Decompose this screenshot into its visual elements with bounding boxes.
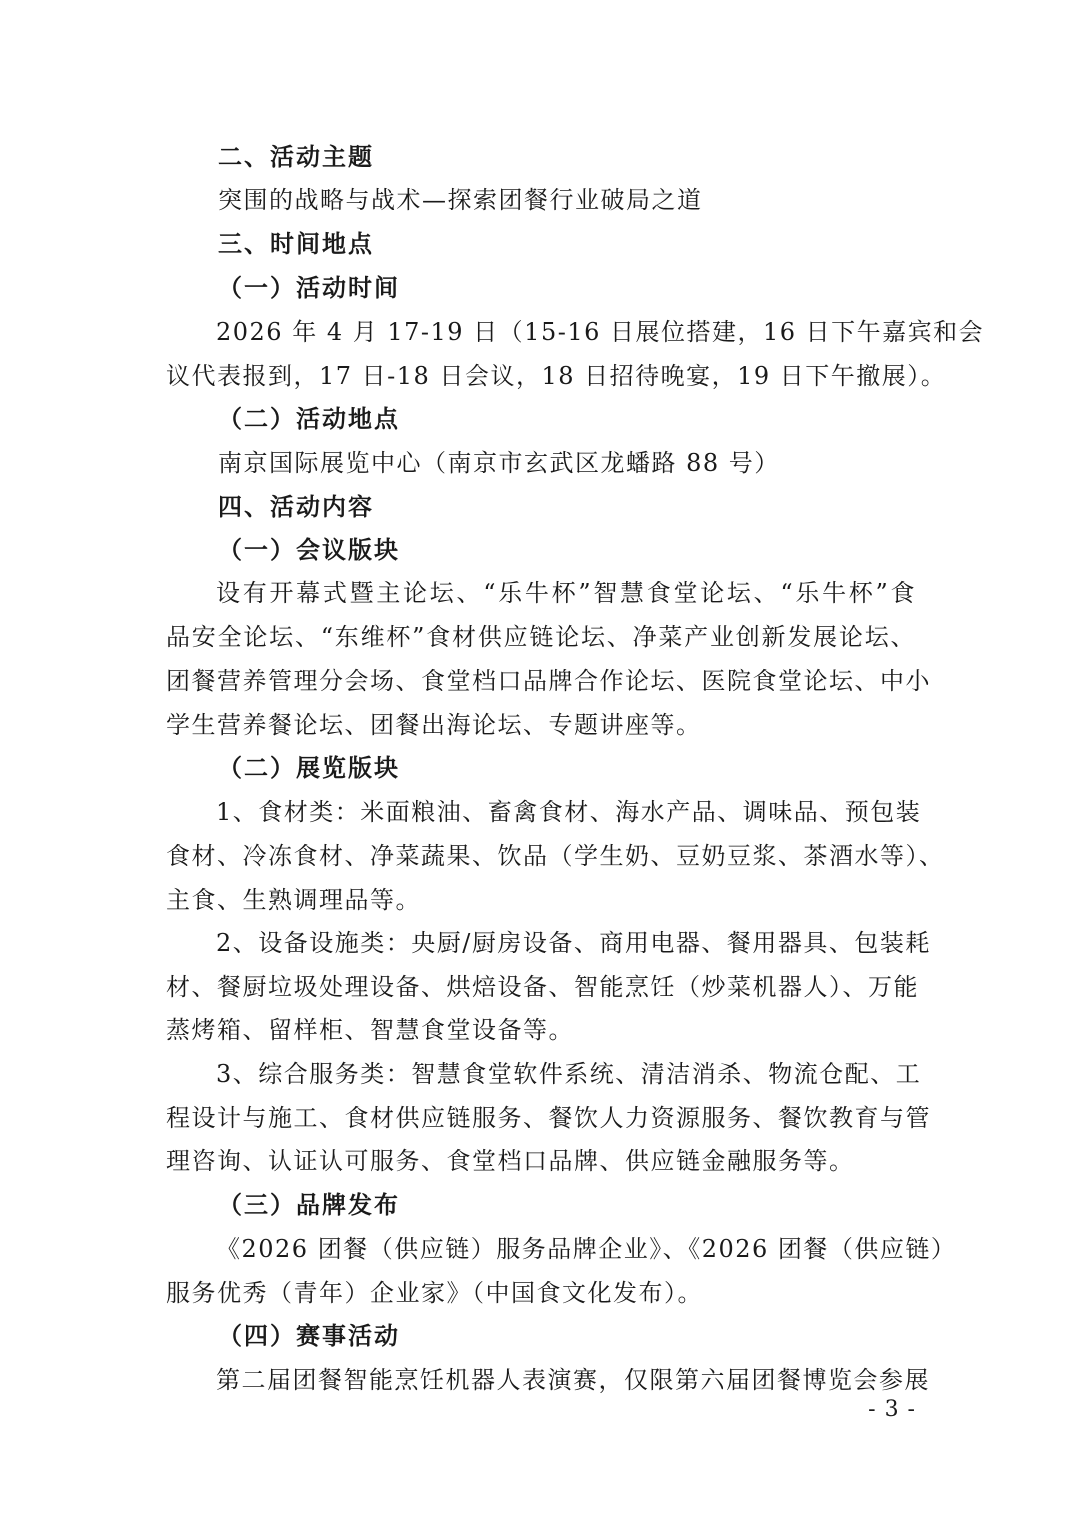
paragraph-line: 团餐营养管理分会场、食堂档口品牌合作论坛、医院食堂论坛、中小 [166, 667, 931, 695]
paragraph-line: 1、食材类：米面粮油、畜禽食材、海水产品、调味品、预包装 [216, 798, 922, 826]
paragraph-line: 设有开幕式暨主论坛、“乐牛杯”智慧食堂论坛、“乐牛杯”食 [216, 579, 916, 607]
paragraph-line: 品安全论坛、“东维杯”食材供应链论坛、净菜产业创新发展论坛、 [166, 623, 916, 651]
paragraph-line: 主食、生熟调理品等。 [166, 886, 421, 914]
subheading-exhibition-section: （二）展览版块 [218, 753, 400, 782]
section-heading-activity-content: 四、活动内容 [218, 492, 374, 521]
subheading-conference-section: （一）会议版块 [218, 535, 400, 564]
paragraph-line: 2026 年 4 月 17-19 日（15-16 日展位搭建，16 日下午嘉宾和会 [216, 318, 985, 346]
paragraph-line: 服务优秀（青年）企业家》（中国食文化发布）。 [166, 1279, 703, 1307]
paragraph-line: 蒸烤箱、留样柜、智慧食堂设备等。 [166, 1016, 574, 1044]
paragraph-line: 2、设备设施类：央厨/厨房设备、商用电器、餐用器具、包装耗 [216, 929, 931, 957]
activity-theme-text: 突围的战略与战术—探索团餐行业破局之道 [218, 186, 703, 214]
subheading-activity-time: （一）活动时间 [218, 273, 400, 302]
paragraph-line: 《2026 团餐（供应链）服务品牌企业》、《2026 团餐（供应链） [216, 1235, 957, 1263]
subheading-brand-release: （三）品牌发布 [218, 1190, 400, 1219]
paragraph-line: 议代表报到，17 日-18 日会议，18 日招待晚宴，19 日下午撤展）。 [166, 362, 947, 390]
activity-place-text: 南京国际展览中心（南京市玄武区龙蟠路 88 号） [218, 449, 780, 477]
page-number: - 3 - [868, 1397, 916, 1422]
subheading-activity-place: （二）活动地点 [218, 404, 400, 433]
paragraph-line: 3、综合服务类：智慧食堂软件系统、清洁消杀、物流仓配、工 [216, 1060, 922, 1088]
paragraph-line: 食材、冷冻食材、净菜蔬果、饮品（学生奶、豆奶豆浆、茶酒水等）、 [166, 842, 945, 870]
paragraph-line: 学生营养餐论坛、团餐出海论坛、专题讲座等。 [166, 711, 702, 739]
section-heading-time-place: 三、时间地点 [218, 229, 374, 258]
section-heading-activity-theme: 二、活动主题 [218, 142, 374, 171]
paragraph-line: 理咨询、认证认可服务、食堂档口品牌、供应链金融服务等。 [166, 1147, 855, 1175]
paragraph-line: 第二届团餐智能烹饪机器人表演赛，仅限第六届团餐博览会参展 [216, 1366, 930, 1394]
paragraph-line: 程设计与施工、食材供应链服务、餐饮人力资源服务、餐饮教育与管 [166, 1104, 931, 1132]
paragraph-line: 材、餐厨垃圾处理设备、烘焙设备、智能烹饪（炒菜机器人）、万能 [166, 973, 919, 1001]
subheading-competition-events: （四）赛事活动 [218, 1321, 400, 1350]
